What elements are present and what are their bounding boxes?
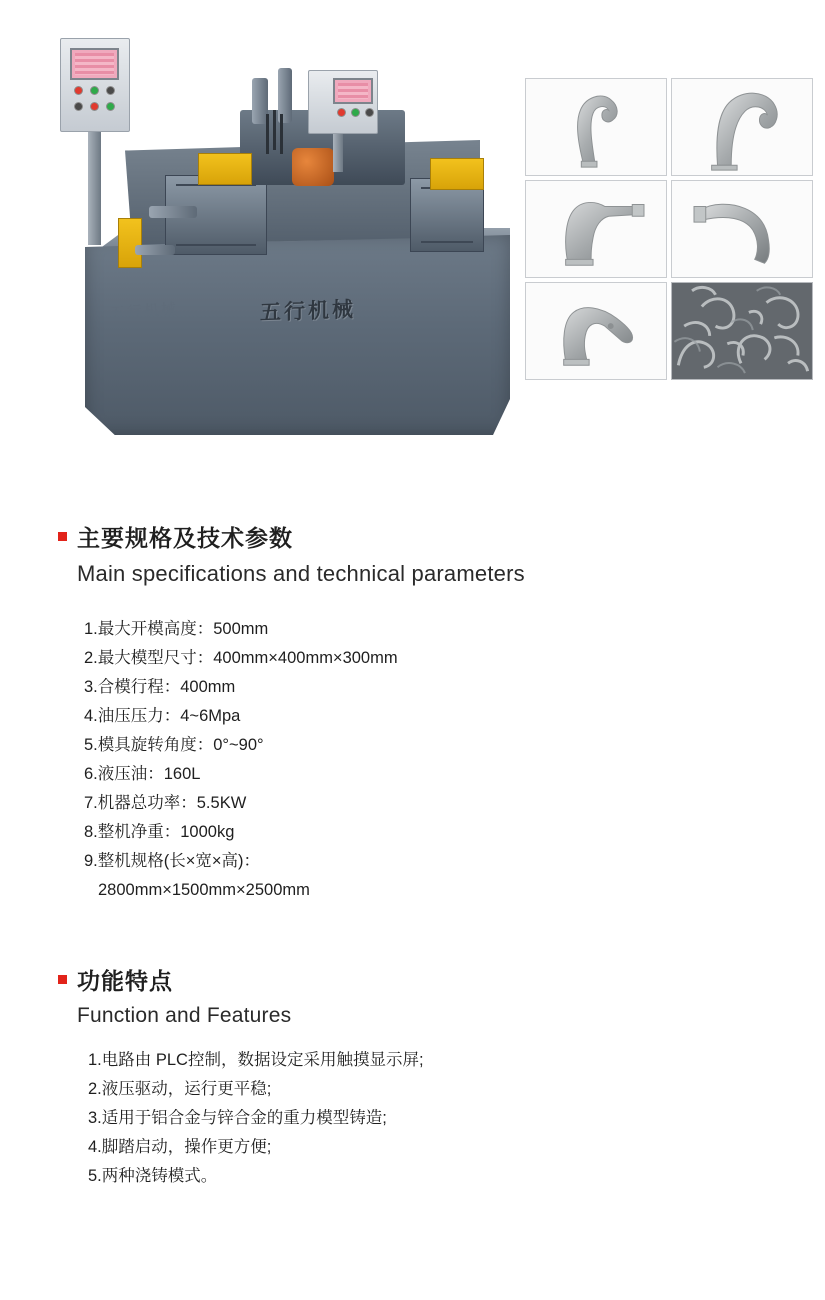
control-cabinet-post-secondary xyxy=(333,132,343,172)
touch-screen-secondary xyxy=(333,78,373,104)
features-section xyxy=(0,963,825,1191)
cabinet-button-black-2 xyxy=(74,102,83,111)
product-image-area xyxy=(0,0,825,520)
cabinet2-button-black xyxy=(365,108,374,117)
faucet-spout-tall-icon xyxy=(672,79,812,175)
clamp-detail-lines-right xyxy=(421,187,473,243)
touch-screen-main xyxy=(70,48,119,80)
spec-item: 4.油压压力：4~6Mpa xyxy=(84,707,241,725)
machine-cylinder-3 xyxy=(149,206,197,218)
specifications-title-cn: 主要规格及技术参数 xyxy=(77,525,293,551)
product-sample-grid xyxy=(525,78,813,380)
faucet-body-hook-icon xyxy=(672,181,812,277)
feature-item: 2.液压驱动，运行更平稳; xyxy=(88,1080,272,1098)
machine-yellow-guard-left xyxy=(118,218,142,268)
machine-hose-1 xyxy=(266,114,269,154)
machine-hose-3 xyxy=(280,114,283,154)
spec-item: 3.合模行程：400mm xyxy=(84,678,236,696)
spec-item: 1.最大开模高度：500mm xyxy=(84,620,269,638)
faucet-body-angled-icon xyxy=(526,283,666,379)
machine-brand-text: 五行机械 xyxy=(260,298,356,325)
text-content-area xyxy=(0,520,825,1191)
cabinet-button-red-2 xyxy=(90,102,99,111)
cabinet-button-green-1 xyxy=(90,86,99,95)
machine-motor-unit xyxy=(292,148,334,186)
specifications-title-en: Main specifications and technical parameters xyxy=(77,561,525,586)
faucet-body-short-icon xyxy=(526,181,666,277)
feature-item: 4.脚踏启动，操作更方便; xyxy=(88,1138,272,1156)
touch-screen-main-display xyxy=(75,53,114,75)
machine-photo xyxy=(30,10,520,490)
machine-cylinder-4 xyxy=(135,245,175,255)
cabinet-button-black-1 xyxy=(106,86,115,95)
product-sample-5 xyxy=(525,282,667,380)
spec-item: 7.机器总功率：5.5KW xyxy=(84,794,247,812)
features-title-cn: 功能特点 xyxy=(77,968,173,994)
machine-base-tank xyxy=(85,235,510,435)
faucet-spout-curved-icon xyxy=(526,79,666,175)
spec-item: 2.最大模型尺寸：400mm×400mm×300mm xyxy=(84,649,398,667)
spec-item-dimensions: 2800mm×1500mm×2500mm xyxy=(98,881,310,899)
product-sample-2 xyxy=(671,78,813,176)
cabinet-button-red-1 xyxy=(74,86,83,95)
features-title-en: Function and Features xyxy=(77,1004,292,1027)
specifications-list xyxy=(58,615,825,905)
spec-item: 8.整机净重：1000kg xyxy=(84,823,235,841)
machine-hose-2 xyxy=(273,110,276,150)
control-cabinet-post-main xyxy=(88,130,101,245)
product-sample-4 xyxy=(671,180,813,278)
spec-item: 9.整机规格(长×宽×高)： xyxy=(84,852,261,870)
red-square-bullet-icon xyxy=(58,532,67,541)
touch-screen-secondary-display xyxy=(338,83,368,99)
cabinet-button-green-2 xyxy=(106,102,115,111)
product-sample-3 xyxy=(525,180,667,278)
product-sample-1 xyxy=(525,78,667,176)
machine-body-watermark: 五行机械 xyxy=(109,300,179,323)
cabinet2-button-green xyxy=(351,108,360,117)
product-sample-6 xyxy=(671,282,813,380)
specifications-section xyxy=(0,520,825,905)
spec-item: 5.模具旋转角度：0°~90° xyxy=(84,736,264,754)
feature-item: 5.两种浇铸模式。 xyxy=(88,1167,218,1185)
red-square-bullet-icon xyxy=(58,975,67,984)
specifications-heading xyxy=(58,520,825,553)
spec-item: 6.液压油：160L xyxy=(84,765,201,783)
features-heading xyxy=(58,963,825,996)
casting-parts-pile-icon xyxy=(672,283,812,379)
spec-item-continuation xyxy=(58,876,825,905)
machine-yellow-block-2 xyxy=(430,158,484,190)
cabinet2-button-red xyxy=(337,108,346,117)
feature-item: 3.适用于铝合金与锌合金的重力模型铸造; xyxy=(88,1109,387,1127)
machine-yellow-block-1 xyxy=(198,153,252,185)
features-list xyxy=(58,1046,825,1191)
feature-item: 1.电路由 PLC控制，数据设定采用触摸显示屏; xyxy=(88,1051,424,1069)
